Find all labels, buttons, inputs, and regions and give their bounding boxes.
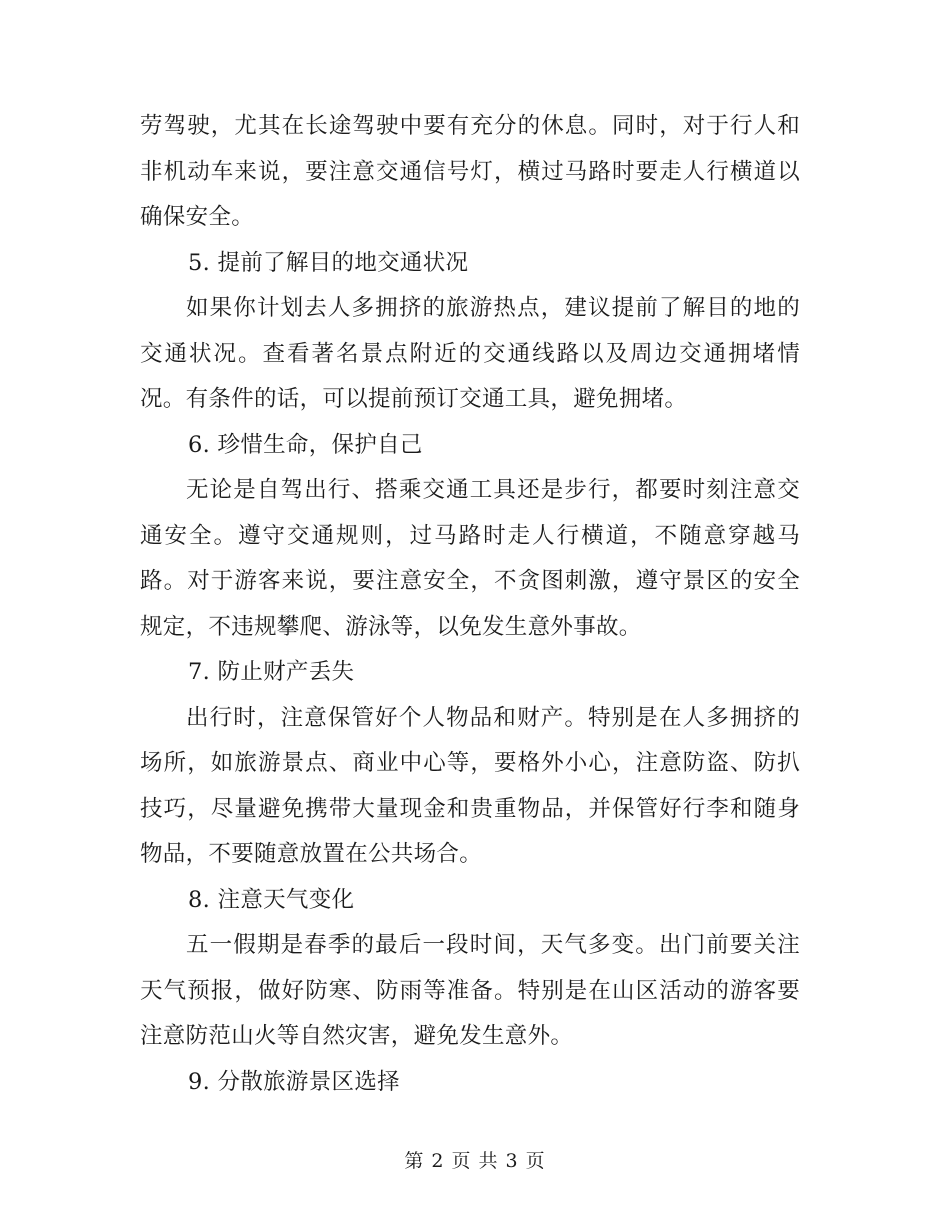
section-heading-9: 9. 分散旅游景区选择 <box>188 1068 400 1095</box>
section-heading-8: 8. 注意天气变化 <box>188 886 355 913</box>
paragraph-property-safety: 出行时，注意保管好个人物品和财产。特别是在人多拥挤的场所，如旅游景点、商业中心等，要格外小心，注意防盗、防扒技巧，尽量避免携带大量现金和贵重物品，并保管好行李和随身物品，不要随意放置在公共场合。 <box>140 704 800 867</box>
document-body <box>140 104 800 1105</box>
paragraph-destination-traffic: 如果你计划去人多拥挤的旅游热点，建议提前了解目的地的交通状况。查看著名景点附近的交通线路以及周边交通拥堵情况。有条件的话，可以提前预订交通工具，避免拥堵。 <box>140 295 800 412</box>
section-heading-5: 5. 提前了解目的地交通状况 <box>188 249 469 276</box>
paragraph-weather: 五一假期是春季的最后一段时间，天气多变。出门前要关注天气预报，做好防寒、防雨等准备。特别是在山区活动的游客要注意防范山火等自然灾害，避免发生意外。 <box>140 932 800 1049</box>
paragraph-protect-yourself: 无论是自驾出行、搭乘交通工具还是步行，都要时刻注意交通安全。遵守交通规则，过马路时走人行横道，不随意穿越马路。对于游客来说，要注意安全，不贪图刺激，遵守景区的安全规定，不违规攀爬、游泳等，以免发生意外事故。 <box>140 477 800 640</box>
section-heading-7: 7. 防止财产丢失 <box>188 659 355 685</box>
paragraph-continuation: 劳驾驶，尤其在长途驾驶中要有充分的休息。同时，对于行人和非机动车来说，要注意交通信号灯，横过马路时要走人行横道以确保安全。 <box>140 113 800 230</box>
section-heading-6: 6. 珍惜生命，保护自己 <box>188 431 423 458</box>
page-number-footer: 第 2 页 共 3 页 <box>404 1150 546 1172</box>
